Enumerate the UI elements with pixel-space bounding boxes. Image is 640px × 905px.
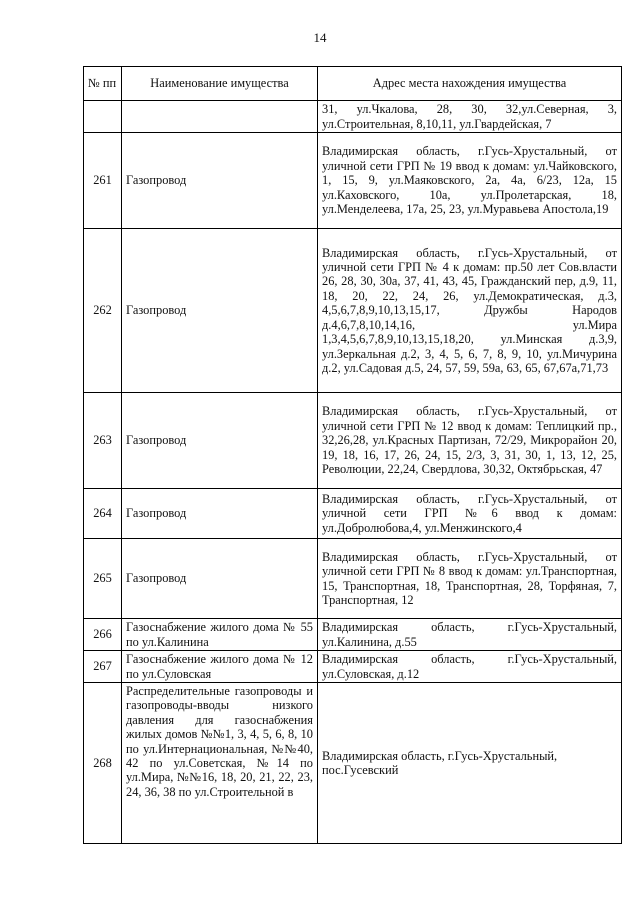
cell-number: 266: [84, 619, 122, 651]
cell-address: Владимирская область, г.Гусь-Хрустальный, ул.Калинина, д.55: [318, 619, 622, 651]
cell-number: 265: [84, 539, 122, 619]
cell-name: Газопровод: [122, 133, 318, 229]
cell-name: Газоснабжение жилого дома № 55 по ул.Калинина: [122, 619, 318, 651]
cell-number: 263: [84, 393, 122, 489]
cell-address: Владимирская область, г.Гусь-Хрустальный, от уличной сети ГРП № 19 ввод к домам: ул.Чайковского, 1, 15, 9, ул.Маяковского, 2а, 4а, 6/23, 12а, 15 ул.Каховского, 10а, ул.Пролетарская, 18, ул.Менделеева, 17а, 25, 23, ул.Муравьева Апостола,19: [318, 133, 622, 229]
header-name: Наименование имущества: [122, 67, 318, 101]
cell-number: 264: [84, 489, 122, 539]
table-row: [84, 619, 622, 651]
cell-name: Газопровод: [122, 229, 318, 393]
header-number: № пп: [84, 67, 122, 101]
cell-address: Владимирская область, г.Гусь-Хрустальный, от уличной сети ГРП № 4 к домам: пр.50 лет Сов.власти 26, 28, 30, 30а, 37, 41, 43, 45, Гражданский пер, д.9, 11, 18, 20, 22, 24, 26, ул.Демократическая, д.3, 4,5,6,7,8,9,10,13,15,17, Дружбы Народов д.4,6,7,8,10,14,16, ул.Мира 1,3,4,5,6,7,8,9,10,13,15,18,20, ул.Минская д.3,9, ул.Зеркальная д.2, 3, 4, 5, 6, 7, 8, 9, 10, ул.Мичурина д.2, ул.Садовая д.5, 24, 57, 59, 59а, 63, 65, 67,67а,71,73: [318, 229, 622, 393]
cell-name: [122, 101, 318, 133]
cell-address: Владимирская область, г.Гусь-Хрустальный, от уличной сети ГРП №6 ввод к домам: ул.Добролюбова,4, ул.Менжинского,4: [318, 489, 622, 539]
cell-address: Владимирская область, г.Гусь-Хрустальный, пос.Гусевский: [318, 683, 622, 844]
cell-address: Владимирская область, г.Гусь-Хрустальный, ул.Суловская, д.12: [318, 651, 622, 683]
cell-name-text: Распределительные газопроводы и газопроводы-вводы низкого давления для газоснабжения жилых домов №№1, 3, 4, 5, 6, 8, 10 по ул.Интернациональная, №№40, 42 по ул.Советская, №14 по ул.Мира, №№16, 18, 20, 21, 22, 23, 24, 36, 38 по ул.Строительной в: [126, 684, 313, 799]
cell-address: Владимирская область, г.Гусь-Хрустальный, от уличной сети ГРП № 8 ввод к домам: ул.Транспортная, 15, Транспортная, 18, Транспортная, 28, Торфяная, 7, Транспортная, 12: [318, 539, 622, 619]
cell-name: [122, 683, 318, 844]
cell-number: 262: [84, 229, 122, 393]
page-number: 14: [313, 30, 327, 45]
property-table: [83, 66, 622, 844]
cell-name: Газопровод: [122, 489, 318, 539]
cell-number: 268: [84, 683, 122, 844]
header-address: Адрес места нахождения имущества: [318, 67, 622, 101]
cell-address: 31, ул.Чкалова, 28, 30, 32,ул.Северная, 3, ул.Строительная, 8,10,11, ул.Гвардейская, 7: [318, 101, 622, 133]
cell-number: 267: [84, 651, 122, 683]
cell-name: Газоснабжение жилого дома № 12 по ул.Суловская: [122, 651, 318, 683]
table-header-row: [84, 67, 622, 101]
cell-number: [84, 101, 122, 133]
table-row: [84, 651, 622, 683]
table-row: [84, 539, 622, 619]
cell-name: Газопровод: [122, 539, 318, 619]
table-row: [84, 133, 622, 229]
table-row: [84, 489, 622, 539]
table-row: [84, 393, 622, 489]
table-row: [84, 229, 622, 393]
cell-name: Газопровод: [122, 393, 318, 489]
cell-number: 261: [84, 133, 122, 229]
table-row: [84, 101, 622, 133]
table-row: [84, 683, 622, 844]
cell-address: Владимирская область, г.Гусь-Хрустальный, от уличной сети ГРП № 12 ввод к домам: Теплицкий пр., 32,26,28, ул.Красных Партизан, 72/29, Микрорайон 20, 19, 18, 16, 17, 26, 24, 15, 2/3, 3, 31, 30, 1, 13, 12, 25, Революции, 22,24, Свердлова, 30,32, Октябрьская, 47: [318, 393, 622, 489]
